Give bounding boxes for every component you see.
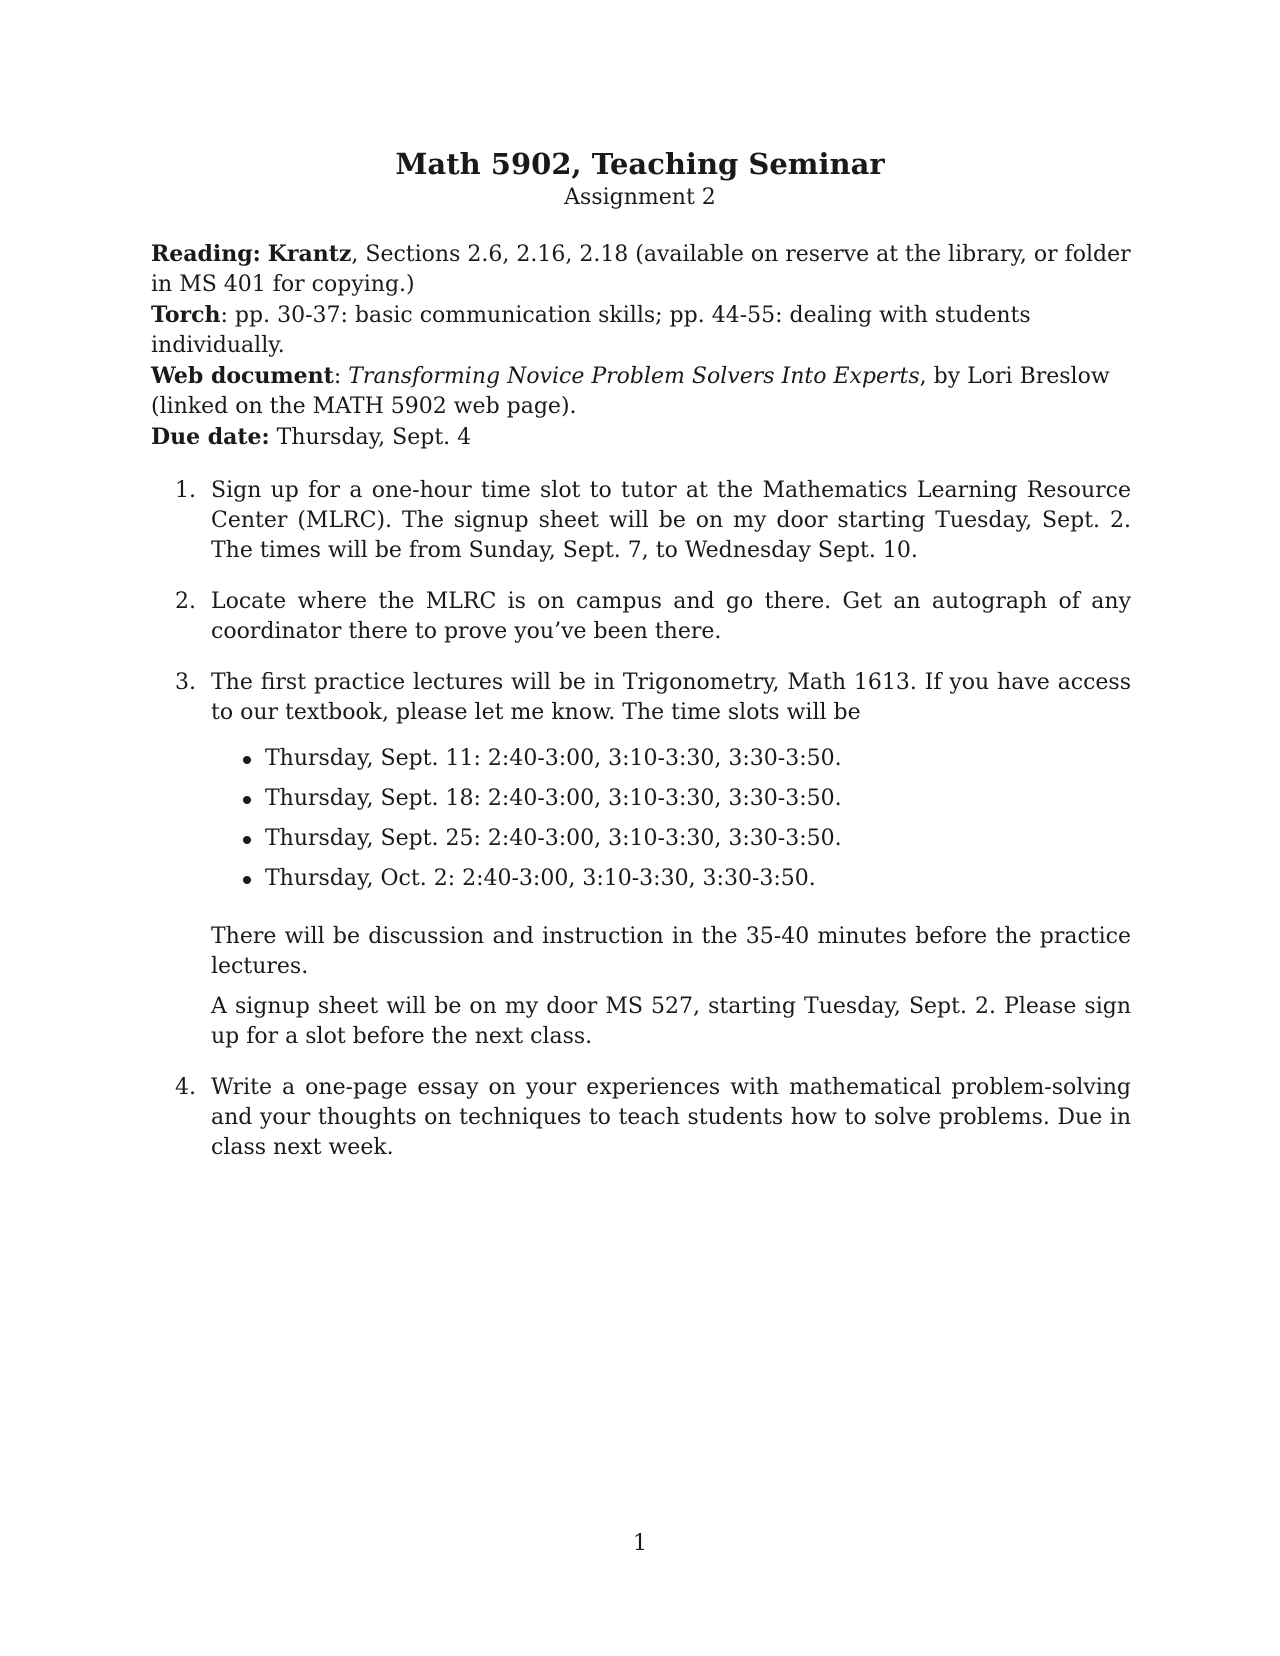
front-matter	[151, 239, 1131, 453]
item-text: Write a one-page essay on your experiences with mathematical problem-solving and your thoughts on techniques to teach students how to solve problems. Due in class next week.	[211, 1075, 1131, 1160]
web-document-line	[151, 361, 1131, 422]
page-number: 1	[633, 1531, 647, 1556]
list-item	[151, 476, 1131, 566]
item-number: 2.	[175, 589, 196, 614]
page-title: Math 5902, Teaching Seminar	[395, 147, 885, 181]
web-document-title: Transforming Novice Problem Solvers Into Experts	[348, 364, 920, 389]
item-text: Locate where the MLRC is on campus and go there. Get an autograph of any coordinator there to prove you’ve been there.	[211, 589, 1131, 644]
item-text: The first practice lectures will be in Trigonometry, Math 1613. If you have access to our textbook, please let me know. The time slots will be	[211, 670, 1131, 725]
web-document-text: , by Lori Breslow (linked on the MATH 5902 web page).	[151, 364, 1110, 419]
reading-line	[151, 239, 1131, 300]
due-date-line	[151, 422, 1131, 453]
time-slot	[211, 744, 1131, 784]
list-item	[151, 1073, 1131, 1163]
bullet-icon	[243, 756, 251, 764]
web-colon: :	[333, 364, 349, 389]
bullet-icon	[243, 836, 251, 844]
torch-text: : pp. 30-37: basic communication skills; pp. 44-55: dealing with students individually.	[151, 303, 1031, 358]
list-item	[151, 668, 1131, 1052]
reading-text: , Sections 2.6, 2.16, 2.18 (available on reserve at the library, or folder in MS 401 for copying.)	[151, 242, 1131, 297]
signup-paragraph: A signup sheet will be on my door MS 527, starting Tuesday, Sept. 2. Please sign up for a slot before the next class.	[211, 994, 1131, 1049]
torch-line	[151, 300, 1131, 361]
time-slot-list	[211, 744, 1131, 904]
item-number: 3.	[175, 670, 196, 695]
item-number: 1.	[175, 478, 196, 503]
time-slot-text: Thursday, Sept. 18: 2:40-3:00, 3:10-3:30, 3:30-3:50.	[265, 786, 842, 811]
time-slot-text: Thursday, Oct. 2: 2:40-3:00, 3:10-3:30, 3:30-3:50.	[265, 866, 816, 891]
web-document-label: Web document	[151, 363, 334, 389]
time-slot	[211, 824, 1131, 864]
reading-book: Krantz	[267, 241, 352, 267]
assignment-subtitle: Assignment 2	[564, 185, 716, 210]
task-list	[151, 476, 1131, 1184]
item-number: 4.	[175, 1075, 196, 1100]
due-date-label: Due date:	[151, 424, 270, 450]
item-text: Sign up for a one-hour time slot to tutor at the Mathematics Learning Resource Center (MLRC). The signup sheet will be on my door starting Tuesday, Sept. 2. The times will be from Sunday, Sept. 7, to Wednesday Sept. 10.	[211, 478, 1131, 563]
list-item	[151, 587, 1131, 647]
time-slot-text: Thursday, Sept. 11: 2:40-3:00, 3:10-3:30, 3:30-3:50.	[265, 746, 842, 771]
bullet-icon	[243, 796, 251, 804]
time-slot	[211, 864, 1131, 904]
reading-label: Reading:	[151, 241, 261, 267]
bullet-icon	[243, 876, 251, 884]
time-slot-text: Thursday, Sept. 25: 2:40-3:00, 3:10-3:30, 3:30-3:50.	[265, 826, 842, 851]
torch-label: Torch	[151, 302, 221, 328]
due-date-text: Thursday, Sept. 4	[269, 425, 472, 450]
time-slot	[211, 784, 1131, 824]
discussion-paragraph: There will be discussion and instruction in the 35-40 minutes before the practice lectures.	[211, 924, 1131, 979]
